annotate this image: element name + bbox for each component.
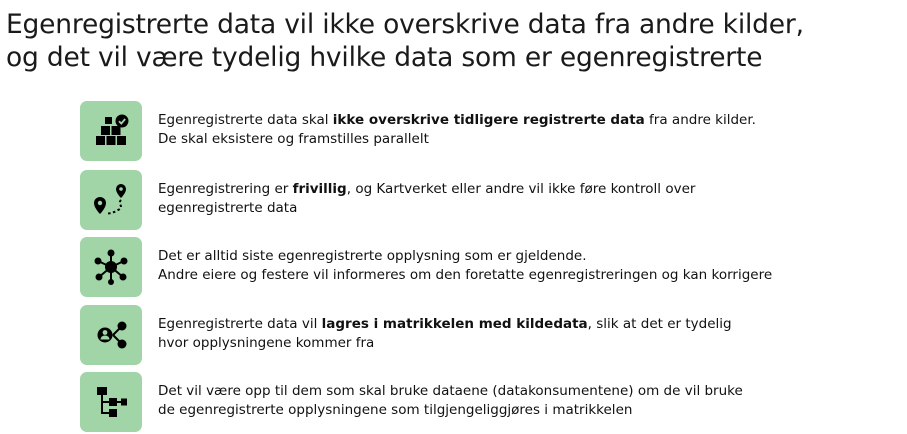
boxes-check-icon <box>91 111 131 151</box>
icon-tile <box>80 170 142 230</box>
item-text <box>158 382 898 420</box>
list-item <box>80 372 900 432</box>
item-line-1: Det er alltid siste egenregistrerte opplysning som er gjeldende. <box>158 248 587 264</box>
item-text <box>158 247 898 285</box>
icon-tile <box>80 305 142 365</box>
item-line-2: hvor opplysningene kommer fra <box>158 335 375 351</box>
list-item <box>80 237 900 297</box>
item-line-1: Egenregistrerte data vil lagres i matrikkelen med kildedata, slik at det er tydelig <box>158 316 732 332</box>
item-line-2: De skal eksistere og framstilles parallelt <box>158 131 429 147</box>
route-pins-icon <box>91 180 131 220</box>
icon-tile <box>80 101 142 161</box>
item-line-2: Andre eiere og festere vil informeres om den foretatte egenregistreringen og kan korrigere <box>158 267 773 283</box>
list-item <box>80 305 900 365</box>
item-text <box>158 315 898 353</box>
page-title <box>6 8 901 74</box>
item-line-2: egenregistrerte data <box>158 200 298 216</box>
hierarchy-icon <box>91 382 131 422</box>
user-share-icon <box>91 315 131 355</box>
list-item <box>80 101 900 161</box>
network-nodes-icon <box>91 247 131 287</box>
list-item <box>80 170 900 230</box>
item-line-1: Egenregistrerte data skal ikke overskrive tidligere registrerte data fra andre kilder. <box>158 112 756 128</box>
item-line-1: Det vil være opp til dem som skal bruke dataene (datakonsumentene) om de vil bruke <box>158 383 743 399</box>
item-line-1: Egenregistrering er frivillig, og Kartverket eller andre vil ikke føre kontroll over <box>158 181 696 197</box>
item-text <box>158 111 898 149</box>
icon-tile <box>80 237 142 297</box>
title-line-2: og det vil være tydelig hvilke data som er egenregistrerte <box>6 42 763 73</box>
item-line-2: de egenregistrerte opplysningene som tilgjengeliggjøres i matrikkelen <box>158 402 633 418</box>
title-line-1: Egenregistrerte data vil ikke overskrive data fra andre kilder, <box>6 9 804 40</box>
item-text <box>158 180 898 218</box>
icon-tile <box>80 372 142 432</box>
